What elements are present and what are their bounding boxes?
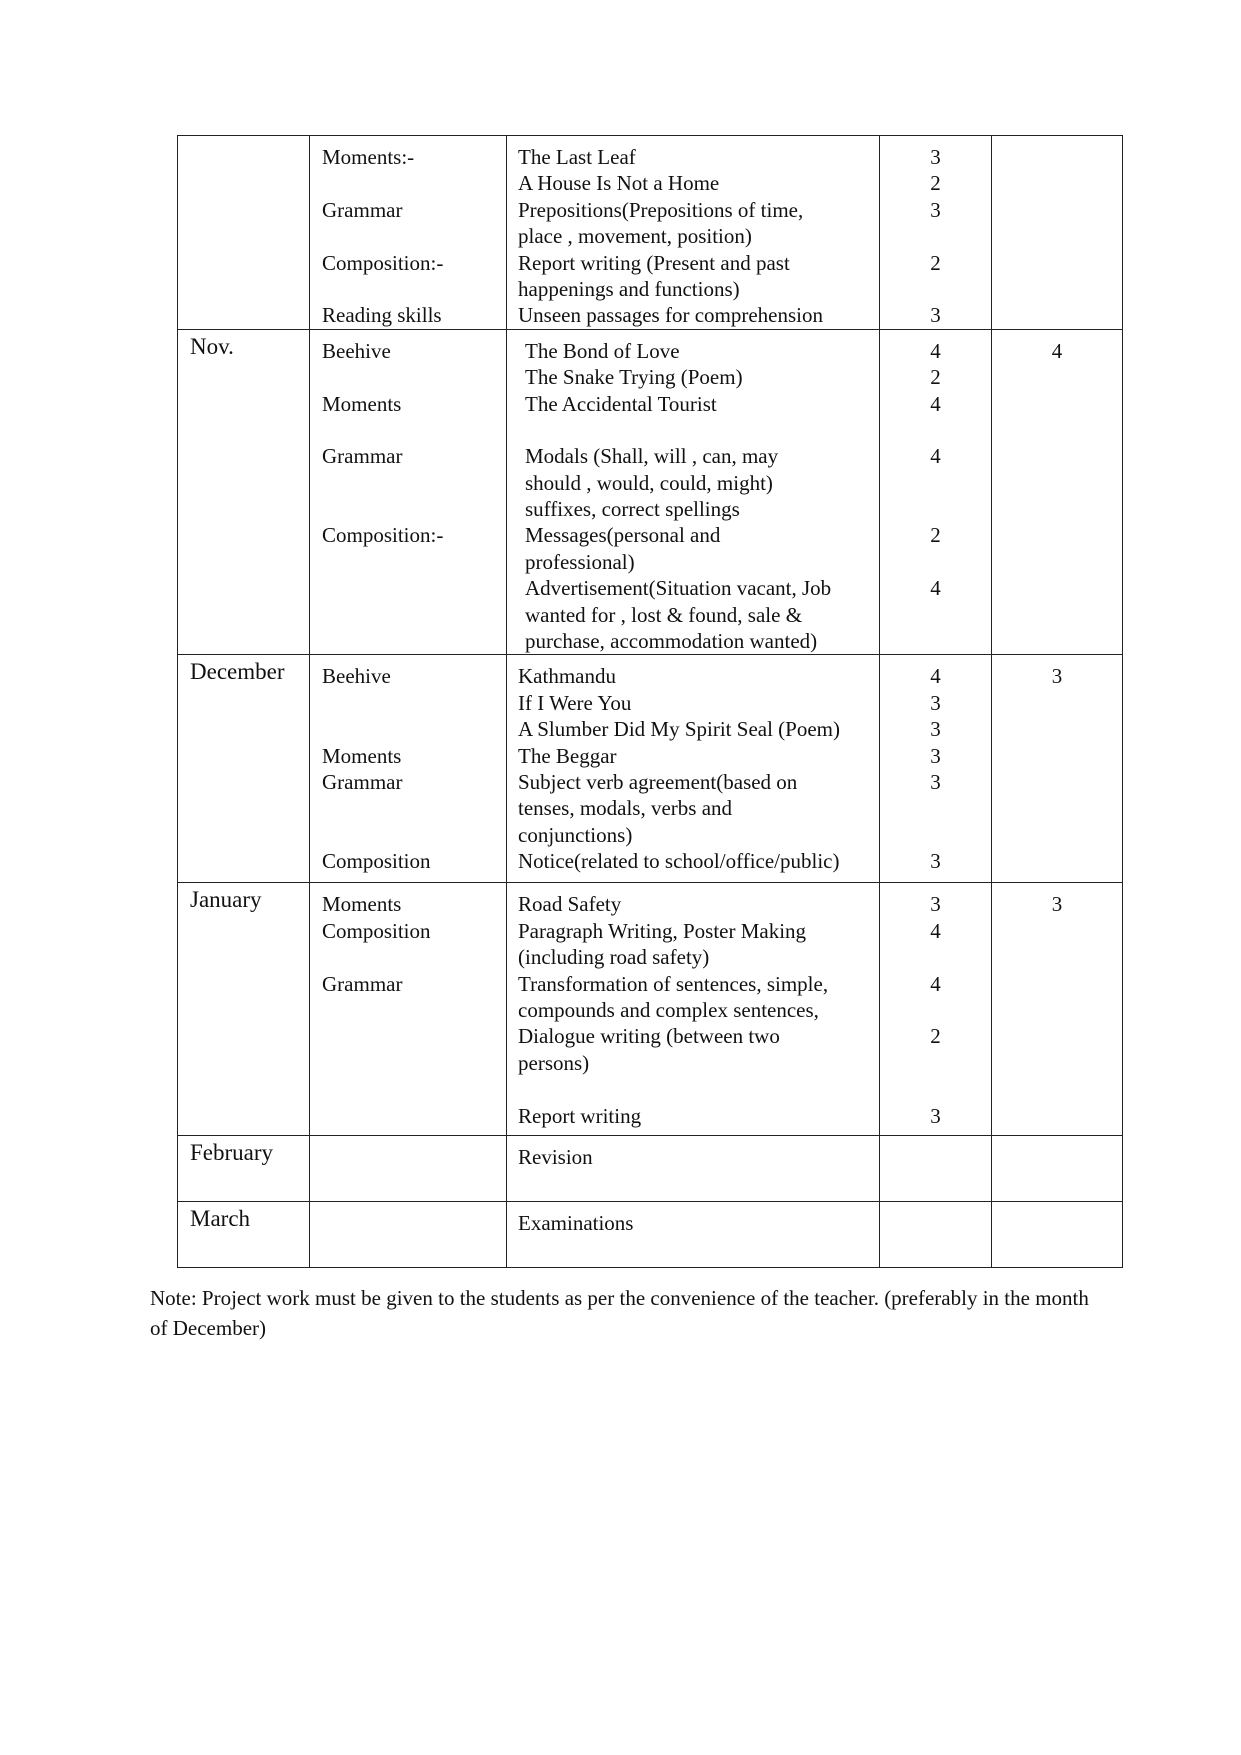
periods-line: 4 [930, 444, 941, 469]
periods-line: 3 [930, 690, 941, 715]
month-label: February [190, 1140, 274, 1166]
periods-line: 3 [930, 769, 941, 794]
book-line [310, 170, 506, 196]
topic-line: Paragraph Writing, Poster Making [518, 918, 807, 943]
topic-line: The Bond of Love [525, 338, 680, 363]
periods-line: 2 [930, 1024, 941, 1049]
book-line [310, 602, 506, 628]
book-line: Moments [322, 892, 402, 917]
topic-line: A Slumber Did My Spirit Seal (Poem) [518, 717, 840, 742]
periods-line: 2 [930, 250, 941, 275]
total-periods: 4 [1051, 338, 1063, 363]
topic-line: Subject verb agreement(based on [518, 769, 798, 794]
periods-line: 2 [930, 171, 941, 196]
topic-line: professional) [525, 549, 635, 574]
table-row [178, 136, 1123, 330]
month-label: January [190, 887, 262, 913]
total-cell [992, 883, 1123, 1136]
topic-line: Dialogue writing (between two [518, 1024, 780, 1049]
book-line [310, 1103, 506, 1129]
total-cell [992, 1136, 1123, 1202]
periods-cell [880, 883, 992, 1136]
periods-line: 3 [930, 303, 941, 328]
topic-cell [507, 136, 880, 330]
topic-line: place , movement, position) [518, 224, 752, 249]
book-line: Grammar [322, 444, 403, 469]
topic-cell [507, 883, 880, 1136]
topic-cell [507, 329, 880, 655]
topic-line: suffixes, correct spellings [525, 497, 740, 522]
month-cell [178, 1202, 310, 1268]
periods-line: 3 [930, 145, 941, 169]
topic-line: compounds and complex sentences, [518, 997, 819, 1022]
table-row [178, 1202, 1123, 1268]
periods-line: 2 [930, 523, 941, 548]
periods-line: 3 [930, 1103, 941, 1128]
book-cell [310, 329, 507, 655]
book-line [310, 690, 506, 716]
topic-line: Report writing [518, 1103, 642, 1128]
topic-line: Kathmandu [518, 664, 616, 689]
topic-line: The Beggar [518, 743, 617, 768]
month-cell [178, 329, 310, 655]
book-cell [310, 883, 507, 1136]
book-line [310, 223, 506, 249]
topic-line: persons) [518, 1050, 590, 1075]
periods-line: 4 [930, 918, 941, 943]
periods-line [880, 628, 991, 654]
month-label: March [190, 1206, 251, 1232]
periods-cell [880, 1136, 992, 1202]
book-line [310, 496, 506, 522]
book-cell [310, 136, 507, 330]
periods-line [880, 1076, 991, 1102]
book-line [310, 628, 506, 654]
topic-line: should , would, could, might) [525, 470, 773, 495]
topic-line: Modals (Shall, will , can, may [525, 444, 779, 469]
book-line: Grammar [322, 769, 403, 794]
periods-line: 2 [930, 365, 941, 390]
book-line [310, 997, 506, 1023]
book-line: Grammar [322, 971, 403, 996]
periods-line [880, 223, 991, 249]
periods-line [880, 496, 991, 522]
book-line: Moments [322, 391, 402, 416]
periods-line: 4 [930, 664, 941, 689]
month-label: Nov. [190, 333, 234, 359]
periods-line [880, 944, 991, 970]
book-cell [310, 655, 507, 883]
topic-line [507, 417, 879, 443]
book-line [310, 549, 506, 575]
book-line: Reading skills [322, 303, 442, 328]
periods-cell [880, 655, 992, 883]
periods-line: 3 [930, 197, 941, 222]
periods-line: 3 [930, 849, 941, 874]
topic-cell [507, 1202, 880, 1268]
book-line [310, 276, 506, 302]
topic-line: (including road safety) [518, 945, 710, 970]
periods-line: 4 [930, 338, 941, 363]
book-cell [310, 1136, 507, 1202]
topic-line: A House Is Not a Home [518, 171, 720, 196]
topic-line: Prepositions(Prepositions of time, [518, 197, 804, 222]
total-periods: 3 [1051, 664, 1063, 689]
book-line: Beehive [322, 338, 391, 363]
book-line: Beehive [322, 664, 391, 689]
book-line [310, 944, 506, 970]
table-row [178, 883, 1123, 1136]
book-line: Moments [322, 743, 402, 768]
topic-line: Revision [518, 1145, 593, 1170]
topic-line: The Last Leaf [518, 145, 636, 169]
book-line [310, 417, 506, 443]
total-cell [992, 1202, 1123, 1268]
topic-line: Advertisement(Situation vacant, Job [525, 576, 832, 601]
periods-line: 4 [930, 576, 941, 601]
periods-line [880, 1050, 991, 1076]
topic-line: wanted for , lost & found, sale & [525, 602, 803, 627]
topic-line: The Snake Trying (Poem) [525, 365, 743, 390]
month-cell [178, 1136, 310, 1202]
total-periods [992, 1210, 1122, 1236]
book-line [310, 364, 506, 390]
periods-line [880, 997, 991, 1023]
book-line [310, 470, 506, 496]
topic-line: tenses, modals, verbs and [518, 796, 733, 821]
table-row [178, 655, 1123, 883]
periods-line: 3 [930, 743, 941, 768]
book-line: Moments:- [322, 145, 415, 169]
periods-line [880, 470, 991, 496]
periods-line: 3 [930, 892, 941, 917]
topic-line: Report writing (Present and past [518, 250, 790, 275]
topic-cell [507, 1136, 880, 1202]
book-line [310, 1076, 506, 1102]
book-line [310, 822, 506, 848]
periods-cell [880, 136, 992, 330]
topic-cell [507, 655, 880, 883]
topic-line: Unseen passages for comprehension [518, 303, 823, 328]
topic-line: Examinations [518, 1211, 634, 1236]
book-line [310, 795, 506, 821]
book-line: Composition [322, 849, 431, 874]
topic-line: conjunctions) [518, 822, 633, 847]
table-row [178, 1136, 1123, 1202]
periods-cell [880, 329, 992, 655]
topic-line: Notice(related to school/office/public) [518, 849, 840, 874]
total-periods [992, 1144, 1122, 1170]
topic-line: happenings and functions) [518, 276, 740, 301]
table-row [178, 329, 1123, 655]
periods-line [880, 822, 991, 848]
topic-line: Transformation of sentences, simple, [518, 971, 829, 996]
book-cell [310, 1202, 507, 1268]
month-cell [178, 136, 310, 330]
topic-line [507, 1076, 879, 1102]
periods-line: 4 [930, 971, 941, 996]
total-periods: 3 [1051, 892, 1063, 917]
month-cell [178, 655, 310, 883]
month-label: December [190, 659, 285, 685]
topic-line: purchase, accommodation wanted) [525, 629, 818, 654]
total-cell [992, 329, 1123, 655]
periods-line: 3 [930, 717, 941, 742]
topic-line: The Accidental Tourist [525, 391, 717, 416]
periods-line [880, 602, 991, 628]
topic-line: Messages(personal and [525, 523, 721, 548]
book-line [310, 575, 506, 601]
project-note: Note: Project work must be given to the students as per the convenience of the teacher. (preferably in the month of December) [150, 1286, 1089, 1340]
periods-line [880, 549, 991, 575]
book-line: Composition [322, 918, 431, 943]
periods-line: 4 [930, 391, 941, 416]
syllabus-table [177, 135, 1123, 1268]
periods-line [880, 795, 991, 821]
month-cell [178, 883, 310, 1136]
total-cell [992, 655, 1123, 883]
book-line: Composition:- [322, 523, 444, 548]
book-line [310, 1050, 506, 1076]
topic-line: Road Safety [518, 892, 622, 917]
periods-cell [880, 1202, 992, 1268]
periods-line [880, 417, 991, 443]
total-cell [992, 136, 1123, 330]
book-line: Grammar [322, 197, 403, 222]
total-periods [992, 144, 1122, 170]
book-line [310, 716, 506, 742]
periods-line [880, 276, 991, 302]
topic-line: If I Were You [518, 690, 632, 715]
book-line: Composition:- [322, 250, 444, 275]
book-line [310, 1023, 506, 1049]
